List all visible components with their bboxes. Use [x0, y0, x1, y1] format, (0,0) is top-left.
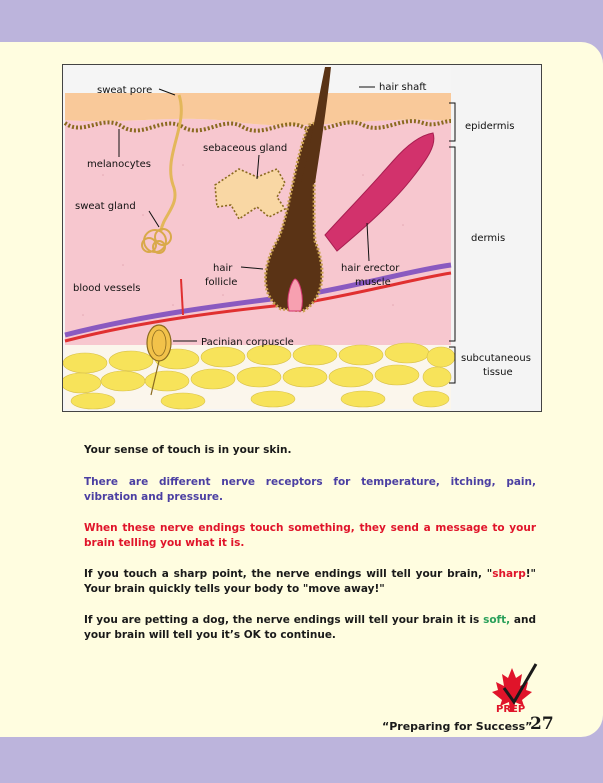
paragraph-soft-text-b: and your brain will tell you it’s OK to continue. [84, 614, 536, 641]
label-hair-follicle-1: hair [213, 263, 233, 274]
label-hair-shaft: hair shaft [379, 82, 427, 93]
label-epidermis: epidermis [465, 121, 515, 132]
tagline: “Preparing for Success” [382, 720, 533, 733]
label-hair-erector-1: hair erector [341, 263, 400, 274]
label-dermis: dermis [471, 233, 506, 244]
label-hair-follicle-2: follicle [205, 277, 238, 288]
skin-diagram [62, 64, 542, 412]
paragraph-sharp-text-b: !" Your brain quickly tells your body to "move away!" [84, 568, 536, 595]
label-melanocytes: melanocytes [87, 159, 151, 170]
paragraph-receptors: There are different nerve receptors for temperature, itching, pain, vibration and pressure. [84, 476, 536, 503]
skin-diagram-svg [63, 65, 541, 411]
label-subcutaneous-2: tissue [483, 367, 513, 378]
word-sharp: sharp [492, 568, 526, 580]
page-number: 27 [530, 714, 554, 734]
paragraph-soft-text-a: If you are petting a dog, the nerve endings will tell your brain it is [84, 614, 484, 626]
word-soft: soft, [483, 614, 511, 626]
paragraph-message: When these nerve endings touch something, they send a message to your brain telling you what it is. [84, 522, 536, 549]
label-pacinian: Pacinian corpuscle [201, 337, 294, 348]
label-sweat-pore: sweat pore [97, 85, 153, 96]
label-subcutaneous-1: subcutaneous [461, 353, 531, 364]
label-sebaceous-gland: sebaceous gland [203, 143, 288, 154]
paragraph-sharp [84, 567, 536, 597]
paragraph-sharp-text-a: If you touch a sharp point, the nerve endings will tell your brain, " [84, 568, 493, 580]
label-blood-vessels: blood vessels [73, 283, 141, 294]
label-sweat-gland: sweat gland [75, 201, 136, 212]
paragraph-touch: Your sense of touch is in your skin. [84, 444, 292, 456]
logo-text: PREP [496, 704, 526, 715]
label-hair-erector-2: muscle [355, 277, 391, 288]
paragraph-soft [84, 613, 536, 643]
